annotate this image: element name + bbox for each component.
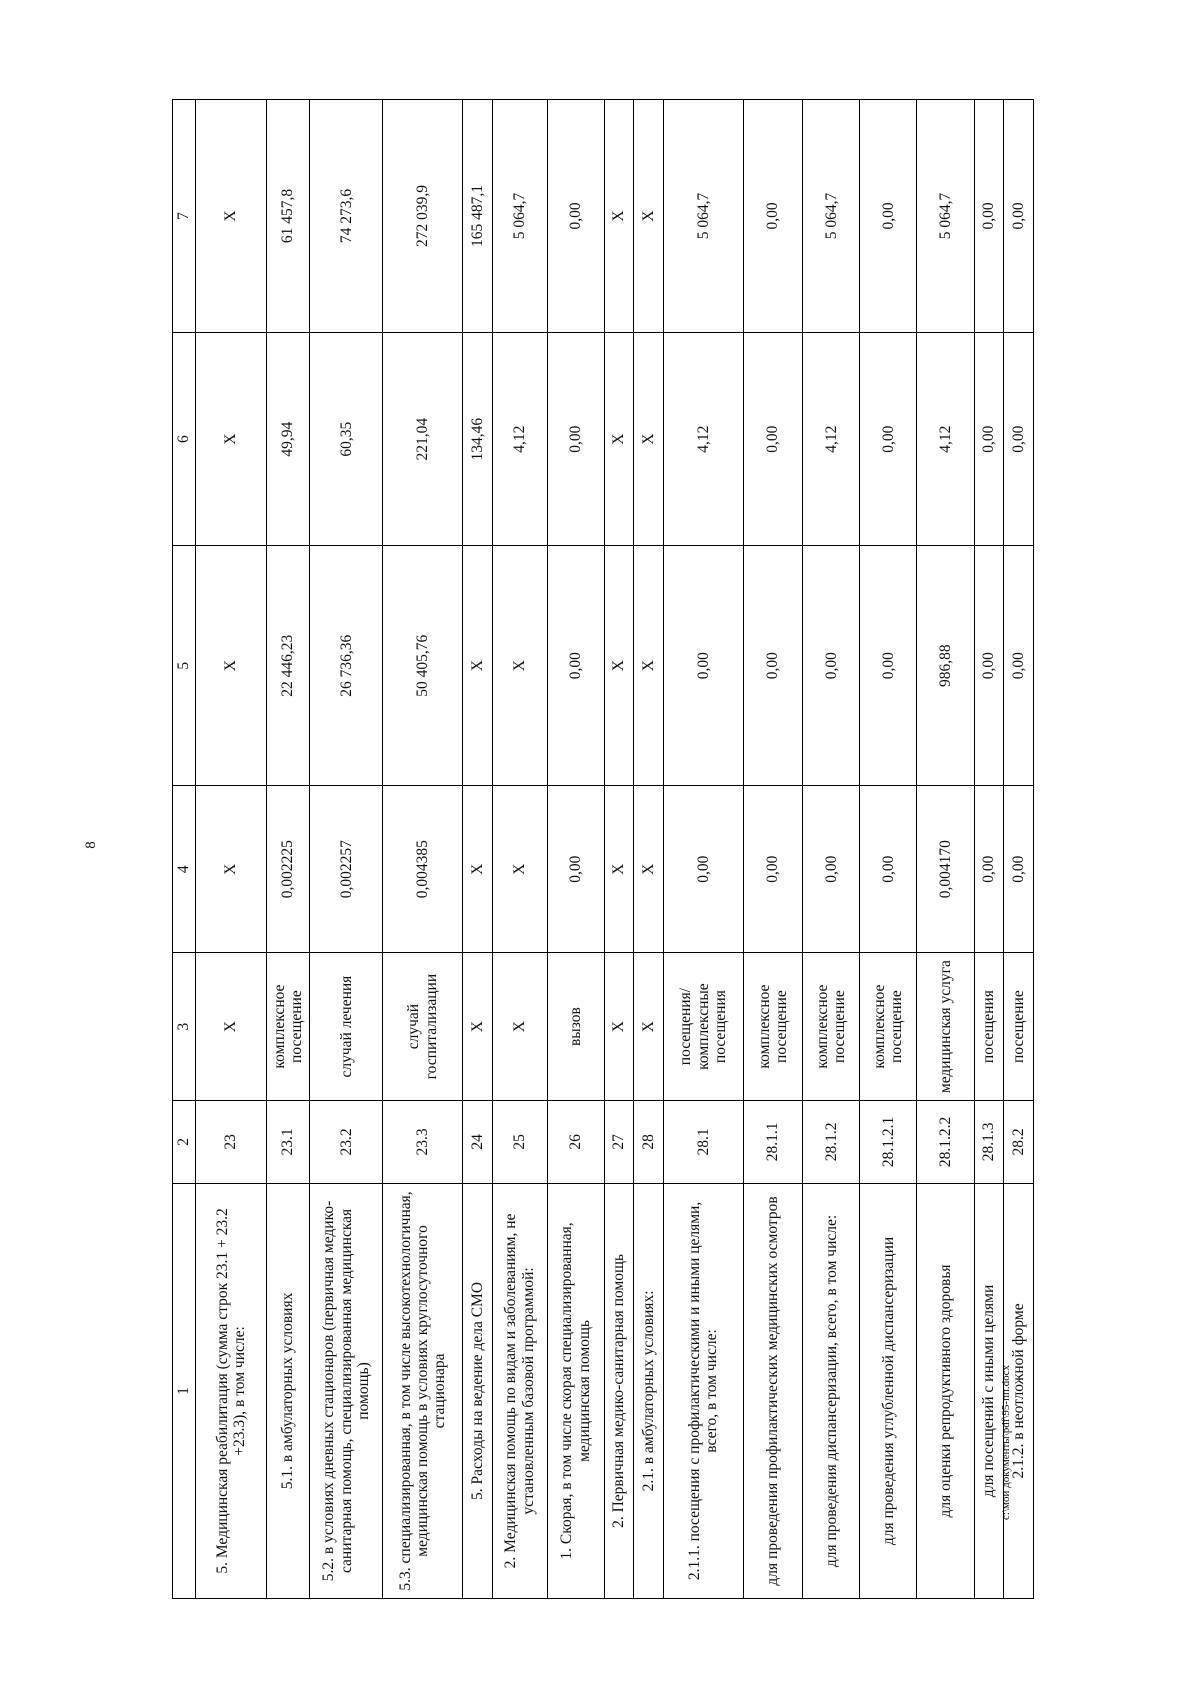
table-cell-c2: 28.2 [1004,1100,1034,1183]
table-cell-c1: 1. Скорая, в том числе скорая специализированная, медицинская помощь [547,1183,604,1598]
table-cell-c1: 5. Расходы на ведение дела СМО [463,1183,493,1598]
table-cell-c5: Х [604,546,634,786]
table-cell-c7: 5 064,7 [664,100,744,333]
table-cell-c7: 0,00 [743,100,802,333]
table-cell-c1: 2. Первичная медико-санитарная помощь [604,1183,634,1598]
table-cell-c1: для посещений с иными целями [974,1183,1004,1598]
table-cell-c6: 0,00 [1004,332,1034,545]
table-cell-c6: 60,35 [310,332,383,545]
table-cell-c7: 0,00 [1004,100,1034,333]
table-row [492,100,547,1599]
table-cell-c2: 24 [463,1100,493,1183]
table-cell-c4: Х [492,786,547,953]
table-cell-c2: 23.3 [383,1100,463,1183]
table-cell-c5: 986,88 [917,546,974,786]
table-cell-c7: Х [196,100,267,333]
table-cell-c4: Х [463,786,493,953]
table-row [310,100,383,1599]
table-cell-c7: 0,00 [547,100,604,333]
table-cell-c6: 4,12 [803,332,860,545]
table-cell-c2: 23 [196,1100,267,1183]
table-cell-c2: 28.1.1 [743,1100,802,1183]
table-row [743,100,802,1599]
table-cell-c3: Х [634,953,664,1101]
table-cell-c3: Х [492,953,547,1101]
table-cell-c2: 28.1.3 [974,1100,1004,1183]
table-cell-c2: 28.1.2.1 [860,1100,917,1183]
table-cell-c3: комплексное посещение [743,953,802,1101]
table-cell-c5: 22 446,23 [266,546,309,786]
table-cell-c4: 0,00 [664,786,744,953]
table-cell-c7: 5 064,7 [803,100,860,333]
table-cell-c1: для оценки репродуктивного здоровья [917,1183,974,1598]
footer-file-path: c:\мои документы\pdf\95-пп.docx [1000,1364,1012,1520]
table-row [383,100,463,1599]
table-cell-c2: 23.1 [266,1100,309,1183]
table-cell-c3: Х [463,953,493,1101]
table-cell-c7: 0,00 [974,100,1004,333]
table-cell-c4: 0,004385 [383,786,463,953]
table-cell-c7: 61 457,8 [266,100,309,333]
table-cell-c1: 5.2. в условиях дневных стационаров (первичная медико-санитарная помощь, специализированная медицинская помощь) [310,1183,383,1598]
table-cell-c6: 4,12 [492,332,547,545]
table-cell-c1: 5. Медицинская реабилитация (сумма строк 23.1 + 23.2 +23.3), в том числе: [196,1183,267,1598]
table-cell-c7: Х [634,100,664,333]
table-cell-c4: Х [604,786,634,953]
table-cell-c4: 0,004170 [917,786,974,953]
table-cell-c3: Х [604,953,634,1101]
column-header: 4 [173,786,196,953]
table-cell-c6: 134,46 [463,332,493,545]
table-cell-c6: 0,00 [743,332,802,545]
table-cell-c3: вызов [547,953,604,1101]
table-row [634,100,664,1599]
table-row [604,100,634,1599]
table-cell-c5: Х [492,546,547,786]
table-cell-c1: для проведения диспансеризации, всего, в том числе: [803,1183,860,1598]
table-cell-c6: Х [634,332,664,545]
column-header: 7 [173,100,196,333]
table-cell-c3: Х [196,953,267,1101]
table-row [266,100,309,1599]
table-cell-c3: случай лечения [310,953,383,1101]
table-cell-c5: Х [196,546,267,786]
table-cell-c6: 221,04 [383,332,463,545]
table-cell-c3: медицинская услуга [917,953,974,1101]
table-cell-c4: 0,002225 [266,786,309,953]
table-cell-c5: Х [463,546,493,786]
table-cell-c1: 5.1. в амбулаторных условиях [266,1183,309,1598]
table-row [664,100,744,1599]
table-cell-c4: 0,00 [803,786,860,953]
table-cell-c3: комплексное посещение [266,953,309,1101]
table-cell-c3: посещение [1004,953,1034,1101]
table-cell-c4: 0,00 [1004,786,1034,953]
table-header-row [173,100,196,1599]
data-table [172,99,1034,1599]
table-cell-c4: 0,00 [860,786,917,953]
table-cell-c3: комплексное посещение [803,953,860,1101]
table-cell-c6: 0,00 [860,332,917,545]
table-cell-c4: Х [196,786,267,953]
table-cell-c6: 4,12 [664,332,744,545]
column-header: 3 [173,953,196,1101]
table-row [803,100,860,1599]
table-cell-c4: 0,00 [547,786,604,953]
table-cell-c5: 0,00 [664,546,744,786]
table-cell-c6: Х [196,332,267,545]
table-row [917,100,974,1599]
table-cell-c6: 4,12 [917,332,974,545]
table-cell-c6: 49,94 [266,332,309,545]
table-cell-c3: посещения/ комплексные посещения [664,953,744,1101]
table-cell-c7: 272 039,9 [383,100,463,333]
table-cell-c1: для проведения углубленной диспансеризации [860,1183,917,1598]
table-cell-c3: посещения [974,953,1004,1101]
table-cell-c1: 2. Медицинская помощь по видам и заболеваниям, не установленным базовой программой: [492,1183,547,1598]
table-cell-c1: 2.1. в амбулаторных условиях: [634,1183,664,1598]
table-cell-c5: 0,00 [547,546,604,786]
column-header: 6 [173,332,196,545]
table-row [196,100,267,1599]
table-cell-c5: 0,00 [803,546,860,786]
table-cell-c5: 0,00 [743,546,802,786]
table-cell-c2: 25 [492,1100,547,1183]
table-cell-c5: 50 405,76 [383,546,463,786]
table-cell-c4: 0,00 [974,786,1004,953]
table-cell-c5: 0,00 [1004,546,1034,786]
table-cell-c1: для проведения профилактических медицинских осмотров [743,1183,802,1598]
table-cell-c4: 0,00 [743,786,802,953]
table-cell-c2: 23.2 [310,1100,383,1183]
table-cell-c6: Х [604,332,634,545]
table-cell-c6: 0,00 [547,332,604,545]
table-cell-c2: 28.1.2.2 [917,1100,974,1183]
table-cell-c4: 0,002257 [310,786,383,953]
table-row [463,100,493,1599]
table-cell-c7: Х [604,100,634,333]
table-cell-c2: 26 [547,1100,604,1183]
table-cell-c3: случай госпитализации [383,953,463,1101]
table-cell-c1: 2.1.2. в неотложной форме [1004,1183,1034,1598]
column-header: 2 [173,1100,196,1183]
table-row [860,100,917,1599]
table-cell-c2: 28 [634,1100,664,1183]
table-cell-c1: 5.3. специализированная, в том числе высокотехнологичная, медицинская помощь в условиях круглосуточного стационара [383,1183,463,1598]
column-header: 5 [173,546,196,786]
table-cell-c2: 27 [604,1100,634,1183]
table-cell-c7: 5 064,7 [917,100,974,333]
rotated-table-container [172,99,1034,1599]
table-cell-c7: 0,00 [860,100,917,333]
table-cell-c2: 28.1.2 [803,1100,860,1183]
table-row [547,100,604,1599]
table-cell-c5: 0,00 [974,546,1004,786]
column-header: 1 [173,1183,196,1598]
table-cell-c7: 74 273,6 [310,100,383,333]
table-cell-c1: 2.1.1. посещения с профилактическими и иными целями, всего, в том числе: [664,1183,744,1598]
table-cell-c7: 165 487,1 [463,100,493,333]
table-cell-c3: комплексное посещение [860,953,917,1101]
table-cell-c2: 28.1 [664,1100,744,1183]
table-cell-c5: Х [634,546,664,786]
table-cell-c5: 26 736,36 [310,546,383,786]
table-cell-c6: 0,00 [974,332,1004,545]
table-cell-c4: Х [634,786,664,953]
table-cell-c5: 0,00 [860,546,917,786]
table-cell-c7: 5 064,7 [492,100,547,333]
page-number: 8 [82,841,99,849]
